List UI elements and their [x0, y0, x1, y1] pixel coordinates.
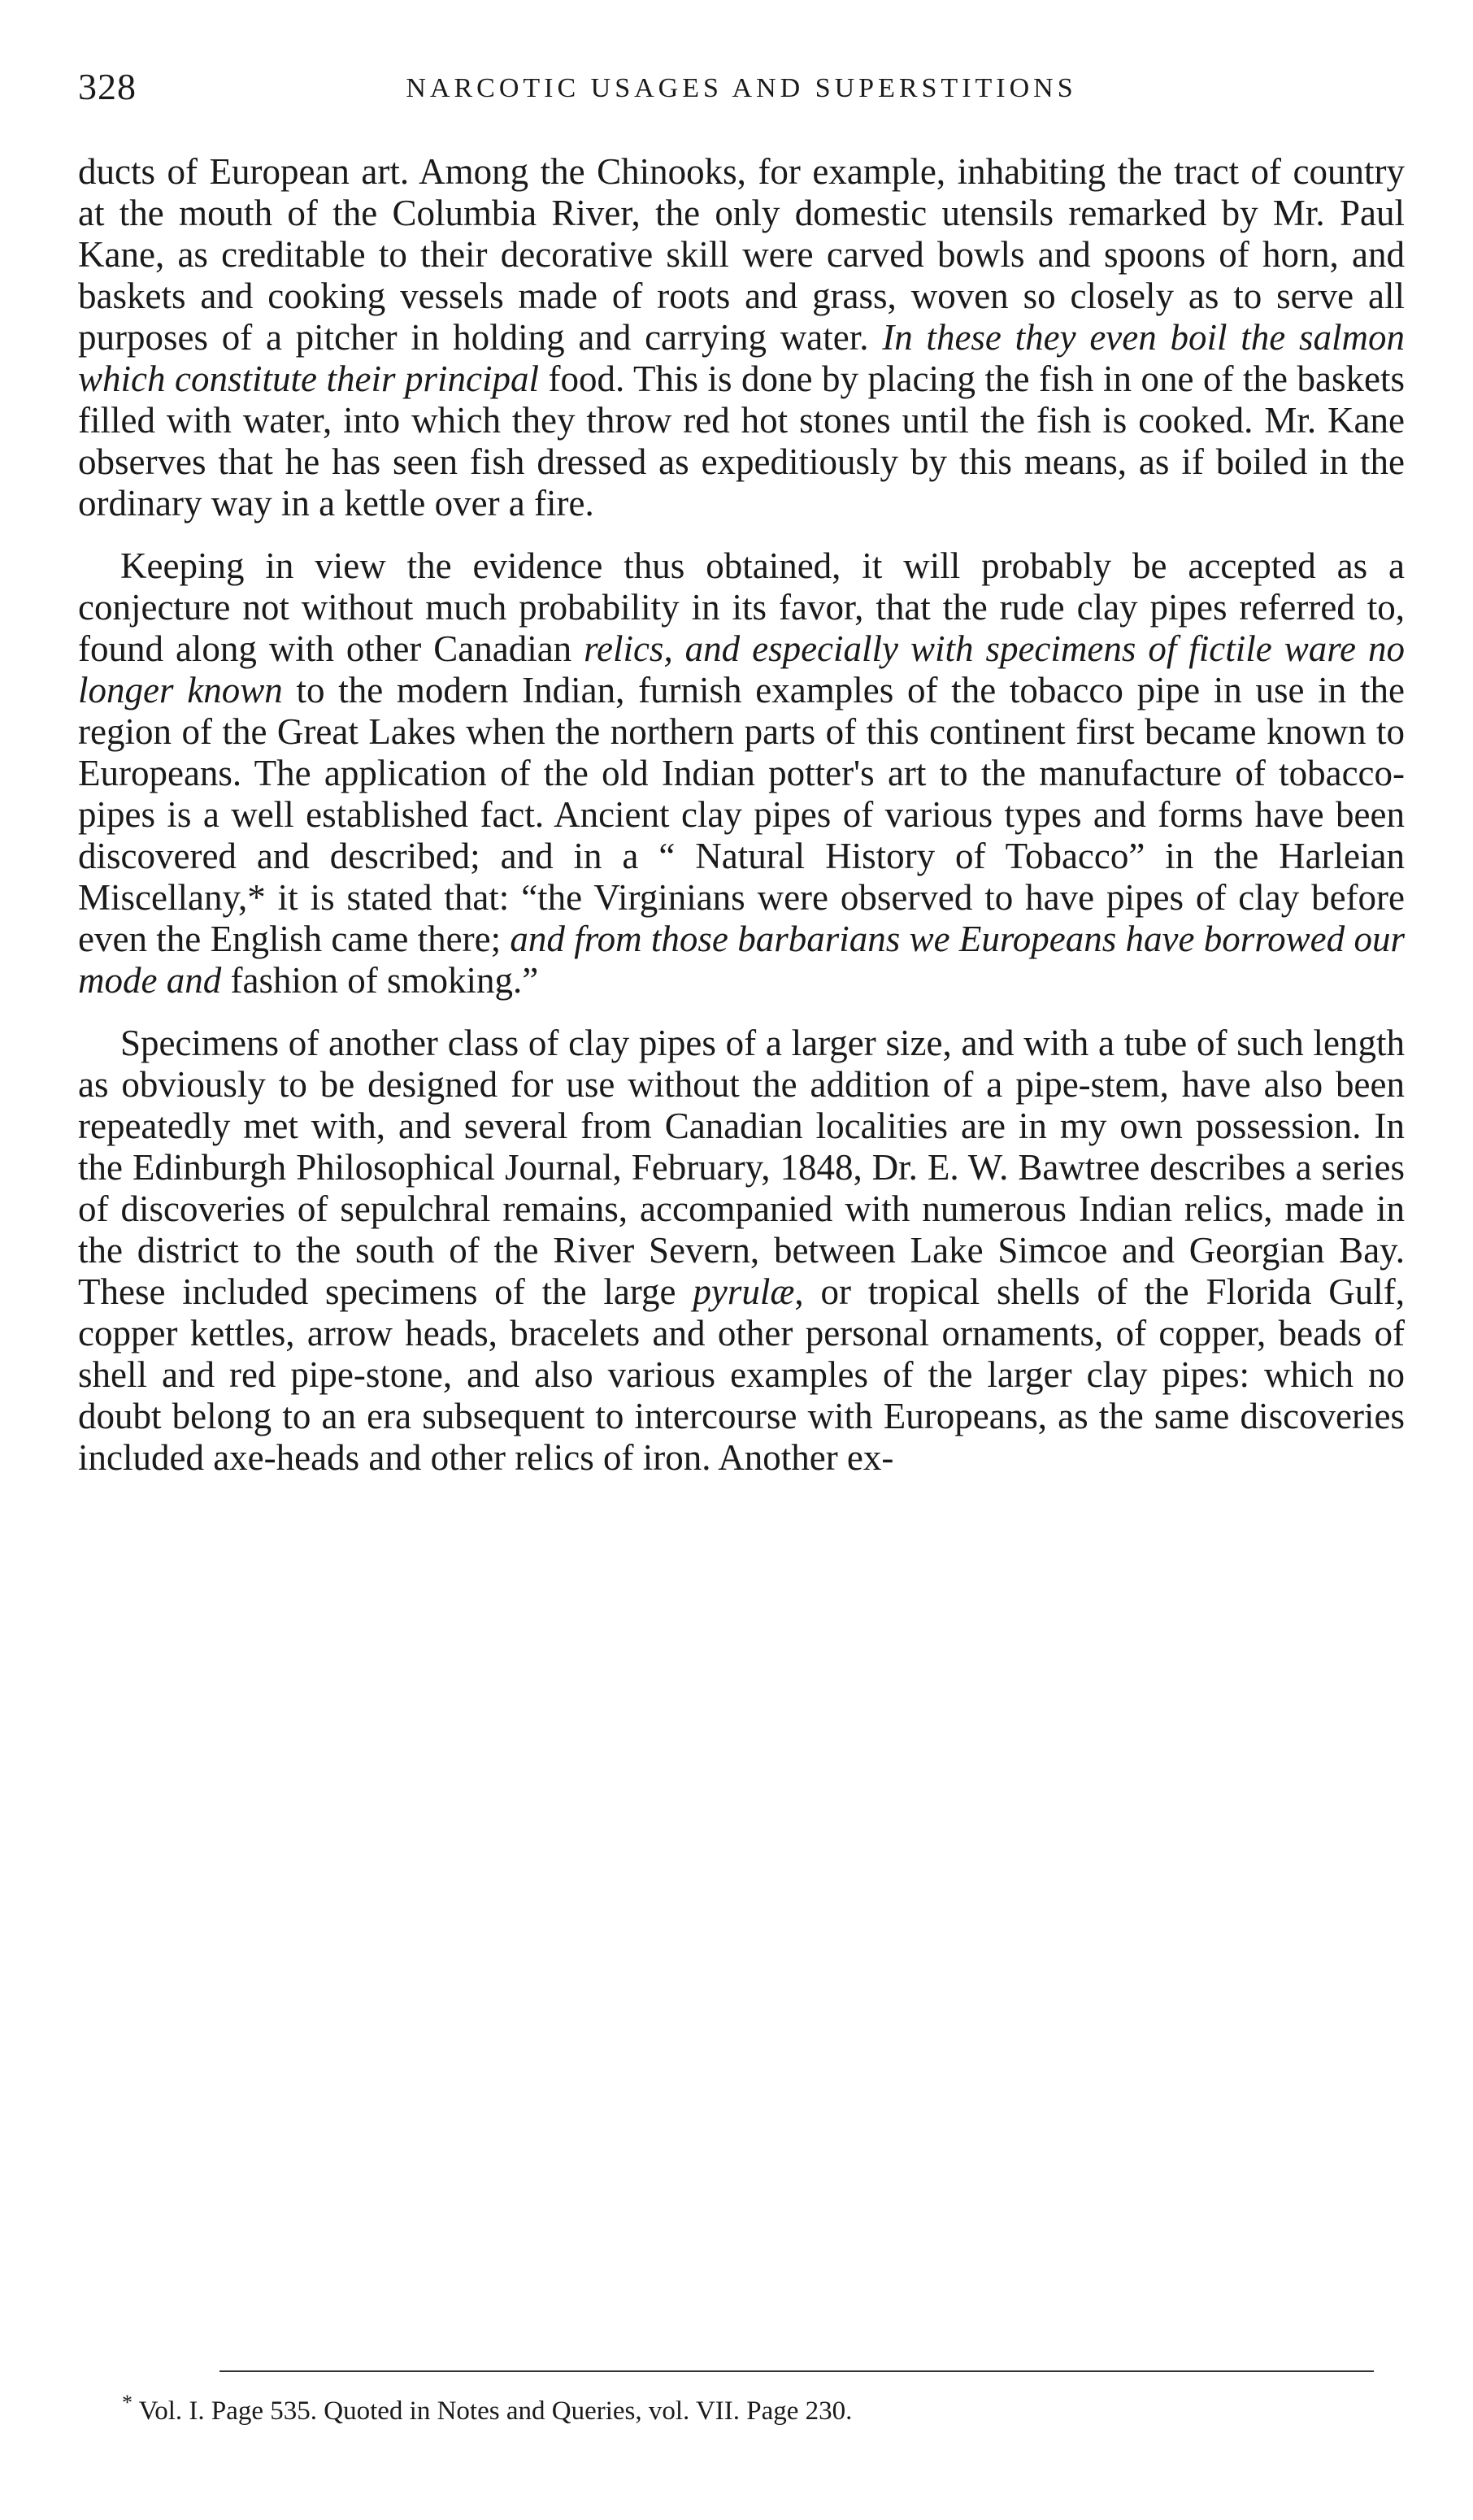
page-header — [78, 65, 1405, 122]
running-head: NARCOTIC USAGES AND SUPERSTITIONS — [406, 73, 1077, 103]
text-run: food. This is done by placing the fish in one of the baskets filled with water, into which they throw red hot stones until the fish is cooked. Mr. Kane observes that he has seen fish dressed as expeditiously by this means, as if boiled in the ordinary way in a kettle over a fire. — [78, 358, 1405, 524]
footnote-marker: * — [122, 2391, 133, 2414]
text-run: Keeping in view the evidence thus obtained, it will probably be accepted as a conjecture not without much probability in its favor, that the rude clay pipes referred to, found along with other Canadian — [78, 545, 1405, 669]
italic-text: relics, and especially with specimens of fictile ware no longer known — [78, 628, 1405, 710]
body-text — [78, 151, 1405, 1500]
italic-text: pyrulæ — [693, 1271, 795, 1312]
text-run: , or tropical shells of the Florida Gulf, copper kettles, arrow heads, bracelets and other personal ornaments, of copper, beads of shell and red pipe-stone, and also various examples of the larger clay pipes: which no doubt belong to an era subsequent to intercourse with Europeans, as the same discoveries included axe-heads and other relics of iron. Another ex- — [78, 1271, 1405, 1478]
text-run: ducts of European art. Among the Chinooks, for example, inhabiting the tract of country at the mouth of the Columbia River, the only domestic utensils remarked by Mr. Paul Kane, as creditable to their decorative skill were carved bowls and spoons of horn, and baskets and cooking vessels made of roots and grass, woven so closely as to serve all purposes of a pitcher in holding and carrying water. — [78, 151, 1405, 358]
footnote-rule — [219, 2370, 1374, 2372]
paragraph — [78, 1023, 1405, 1479]
page-number: 328 — [78, 66, 137, 107]
paragraph — [78, 151, 1405, 524]
text-run: fashion of smoking.” — [221, 960, 539, 1001]
italic-text: In these they even boil the salmon which constitute their principal — [78, 317, 1405, 399]
footnote-text: Vol. I. Page 535. Quoted in Notes and Queries, vol. VII. Page 230. — [138, 2396, 853, 2426]
text-run: to the modern Indian, furnish examples of the tobacco pipe in use in the region of the Great Lakes when the northern parts of this continent first became known to Europeans. The application of the old Indian potter's art to the manufacture of tobacco-pipes is a well established fact. Ancient clay pipes of various types and forms have been discovered and described; and in a “ Natural History of Tobacco” in the Harleian Miscellany,* it is stated that: “the Virginians were observed to have pipes of clay before even the English came there; — [78, 670, 1405, 959]
footnote — [122, 2387, 1406, 2427]
text-run: Specimens of another class of clay pipes of a larger size, and with a tube of such length as obviously to be designed for use without the addition of a pipe-stem, have also been repeatedly met with, and several from Canadian localities are in my own possession. In the Edinburgh Philosophical Journal, February, 1848, Dr. E. W. Bawtree describes a series of discoveries of sepulchral remains, accompanied with numerous Indian relics, made in the district to the south of the River Severn, between Lake Simcoe and Georgian Bay. These included specimens of the large — [78, 1023, 1405, 1312]
paragraph — [78, 545, 1405, 1001]
italic-text: and from those barbarians we Europeans have borrowed our mode and — [78, 919, 1405, 1001]
